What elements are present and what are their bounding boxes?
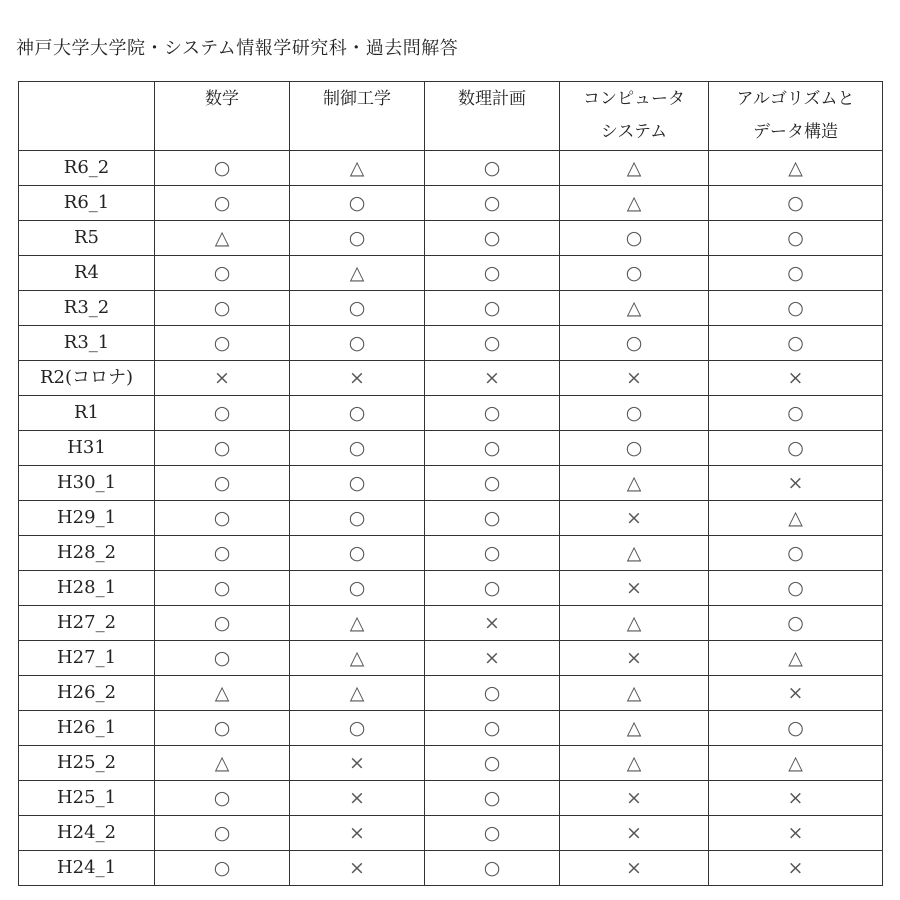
- row-label: H26_1: [19, 711, 155, 746]
- row-label: H28_1: [19, 571, 155, 606]
- table-body: [19, 151, 883, 886]
- row-label: R3_2: [19, 291, 155, 326]
- table-row: [19, 326, 883, 361]
- status-mark-cell: ×: [560, 501, 709, 536]
- status-mark-cell: ○: [709, 606, 883, 641]
- status-mark-cell: ○: [709, 711, 883, 746]
- status-mark-cell: ×: [560, 781, 709, 816]
- status-mark-cell: ○: [155, 536, 290, 571]
- table-row: [19, 536, 883, 571]
- status-mark-cell: ○: [155, 151, 290, 186]
- status-mark-cell: ○: [709, 291, 883, 326]
- status-mark-cell: ×: [290, 781, 425, 816]
- status-mark-cell: ×: [290, 746, 425, 781]
- status-mark-cell: ×: [290, 816, 425, 851]
- status-mark-cell: △: [560, 536, 709, 571]
- status-mark-cell: ○: [290, 186, 425, 221]
- status-mark-cell: ○: [155, 396, 290, 431]
- status-mark-cell: ○: [425, 816, 560, 851]
- table-row: [19, 781, 883, 816]
- row-label: H30_1: [19, 466, 155, 501]
- status-mark-cell: ○: [290, 396, 425, 431]
- row-label: H31: [19, 431, 155, 466]
- status-mark-cell: ○: [425, 326, 560, 361]
- status-mark-cell: ×: [155, 361, 290, 396]
- status-mark-cell: ○: [709, 326, 883, 361]
- status-mark-cell: ×: [560, 816, 709, 851]
- status-mark-cell: ○: [425, 396, 560, 431]
- header-row: [19, 82, 883, 151]
- table-row: [19, 396, 883, 431]
- status-mark-cell: ○: [155, 816, 290, 851]
- status-mark-cell: ×: [709, 816, 883, 851]
- status-mark-cell: ○: [425, 711, 560, 746]
- table-row: [19, 186, 883, 221]
- row-label: R4: [19, 256, 155, 291]
- status-mark-cell: ×: [560, 641, 709, 676]
- status-mark-cell: △: [560, 466, 709, 501]
- row-label: H27_2: [19, 606, 155, 641]
- table-row: [19, 361, 883, 396]
- status-mark-cell: △: [155, 676, 290, 711]
- table-row: [19, 641, 883, 676]
- row-label: H24_2: [19, 816, 155, 851]
- status-mark-cell: ○: [155, 326, 290, 361]
- status-mark-cell: ○: [560, 256, 709, 291]
- status-mark-cell: ○: [290, 326, 425, 361]
- corner-cell: [19, 82, 155, 151]
- row-label: R6_2: [19, 151, 155, 186]
- status-mark-cell: ○: [155, 781, 290, 816]
- page-title: 神戸大学大学院・システム情報学研究科・過去問解答: [16, 38, 459, 59]
- row-label: H29_1: [19, 501, 155, 536]
- status-mark-cell: ○: [709, 221, 883, 256]
- status-mark-cell: ○: [290, 711, 425, 746]
- answer-status-table: [18, 81, 883, 886]
- status-mark-cell: ○: [155, 851, 290, 886]
- table-row: [19, 291, 883, 326]
- status-mark-cell: ○: [560, 431, 709, 466]
- status-mark-cell: ×: [560, 851, 709, 886]
- table-row: [19, 466, 883, 501]
- status-mark-cell: ○: [290, 466, 425, 501]
- status-mark-cell: ○: [425, 676, 560, 711]
- header-control-engineering: [290, 82, 425, 151]
- status-mark-cell: △: [560, 746, 709, 781]
- status-mark-cell: ○: [709, 571, 883, 606]
- header-computer-systems: [560, 82, 709, 151]
- status-mark-cell: ○: [709, 396, 883, 431]
- status-mark-cell: △: [560, 606, 709, 641]
- status-mark-cell: ×: [709, 361, 883, 396]
- header-control-line1: 制御工学: [323, 89, 391, 109]
- status-mark-cell: ×: [560, 571, 709, 606]
- status-mark-cell: ×: [425, 361, 560, 396]
- row-label: R1: [19, 396, 155, 431]
- status-mark-cell: ○: [155, 711, 290, 746]
- header-algo-line1: アルゴリズムと: [736, 89, 855, 109]
- status-mark-cell: ○: [425, 781, 560, 816]
- status-mark-cell: △: [290, 606, 425, 641]
- status-mark-cell: △: [709, 151, 883, 186]
- status-mark-cell: △: [290, 151, 425, 186]
- table-row: [19, 676, 883, 711]
- status-mark-cell: ○: [155, 256, 290, 291]
- status-mark-cell: ○: [155, 501, 290, 536]
- table-row: [19, 816, 883, 851]
- header-algo-line2: データ構造: [753, 122, 838, 142]
- row-label: R2(コロナ): [19, 361, 155, 396]
- row-label: R3_1: [19, 326, 155, 361]
- status-mark-cell: ○: [425, 501, 560, 536]
- status-mark-cell: ×: [709, 851, 883, 886]
- status-mark-cell: △: [560, 291, 709, 326]
- status-mark-cell: ○: [425, 431, 560, 466]
- row-label: H26_2: [19, 676, 155, 711]
- status-mark-cell: ○: [425, 746, 560, 781]
- status-mark-cell: ×: [290, 851, 425, 886]
- table-row: [19, 501, 883, 536]
- table-row: [19, 746, 883, 781]
- status-mark-cell: ○: [155, 431, 290, 466]
- row-label: H25_2: [19, 746, 155, 781]
- row-label: R5: [19, 221, 155, 256]
- status-mark-cell: ○: [290, 536, 425, 571]
- status-mark-cell: ○: [709, 431, 883, 466]
- status-mark-cell: ×: [290, 361, 425, 396]
- table-row: [19, 606, 883, 641]
- status-mark-cell: ○: [709, 536, 883, 571]
- status-mark-cell: ○: [560, 221, 709, 256]
- status-mark-cell: ○: [425, 186, 560, 221]
- status-mark-cell: △: [155, 746, 290, 781]
- status-mark-cell: ○: [560, 326, 709, 361]
- status-mark-cell: △: [560, 676, 709, 711]
- header-mathprog-line1: 数理計画: [458, 89, 526, 109]
- status-mark-cell: ○: [290, 571, 425, 606]
- header-math-line1: 数学: [205, 89, 239, 109]
- status-mark-cell: △: [560, 151, 709, 186]
- status-mark-cell: △: [290, 256, 425, 291]
- status-mark-cell: ○: [155, 606, 290, 641]
- status-mark-cell: ○: [425, 466, 560, 501]
- status-mark-cell: ○: [155, 641, 290, 676]
- header-computer-line1: コンピュータ: [583, 89, 685, 109]
- status-mark-cell: ○: [290, 221, 425, 256]
- status-mark-cell: ○: [155, 466, 290, 501]
- status-mark-cell: ×: [709, 676, 883, 711]
- table-row: [19, 431, 883, 466]
- status-mark-cell: ×: [560, 361, 709, 396]
- status-mark-cell: △: [155, 221, 290, 256]
- status-mark-cell: ○: [425, 571, 560, 606]
- status-mark-cell: △: [709, 746, 883, 781]
- row-label: H28_2: [19, 536, 155, 571]
- header-algorithms-data-structures: [709, 82, 883, 151]
- table-row: [19, 851, 883, 886]
- header-math: [155, 82, 290, 151]
- status-mark-cell: ×: [425, 641, 560, 676]
- status-mark-cell: △: [560, 186, 709, 221]
- status-mark-cell: ○: [709, 186, 883, 221]
- header-computer-line2: システム: [600, 122, 668, 142]
- table-row: [19, 571, 883, 606]
- status-mark-cell: ○: [709, 256, 883, 291]
- row-label: H27_1: [19, 641, 155, 676]
- status-mark-cell: ×: [709, 781, 883, 816]
- table-row: [19, 711, 883, 746]
- status-mark-cell: △: [290, 641, 425, 676]
- status-mark-cell: ○: [425, 151, 560, 186]
- status-mark-cell: ×: [709, 466, 883, 501]
- status-mark-cell: △: [709, 641, 883, 676]
- table-row: [19, 221, 883, 256]
- status-mark-cell: ○: [290, 501, 425, 536]
- status-mark-cell: ○: [560, 396, 709, 431]
- status-mark-cell: △: [709, 501, 883, 536]
- status-mark-cell: ○: [425, 256, 560, 291]
- table-row: [19, 256, 883, 291]
- status-mark-cell: ○: [155, 186, 290, 221]
- status-mark-cell: ○: [425, 536, 560, 571]
- status-mark-cell: ○: [155, 291, 290, 326]
- status-mark-cell: ○: [425, 221, 560, 256]
- status-mark-cell: ○: [425, 291, 560, 326]
- row-label: H24_1: [19, 851, 155, 886]
- status-mark-cell: ○: [290, 291, 425, 326]
- status-mark-cell: △: [560, 711, 709, 746]
- row-label: H25_1: [19, 781, 155, 816]
- status-mark-cell: △: [290, 676, 425, 711]
- status-mark-cell: ×: [425, 606, 560, 641]
- status-mark-cell: ○: [290, 431, 425, 466]
- row-label: R6_1: [19, 186, 155, 221]
- table-row: [19, 151, 883, 186]
- header-mathematical-programming: [425, 82, 560, 151]
- status-mark-cell: ○: [155, 571, 290, 606]
- status-mark-cell: ○: [425, 851, 560, 886]
